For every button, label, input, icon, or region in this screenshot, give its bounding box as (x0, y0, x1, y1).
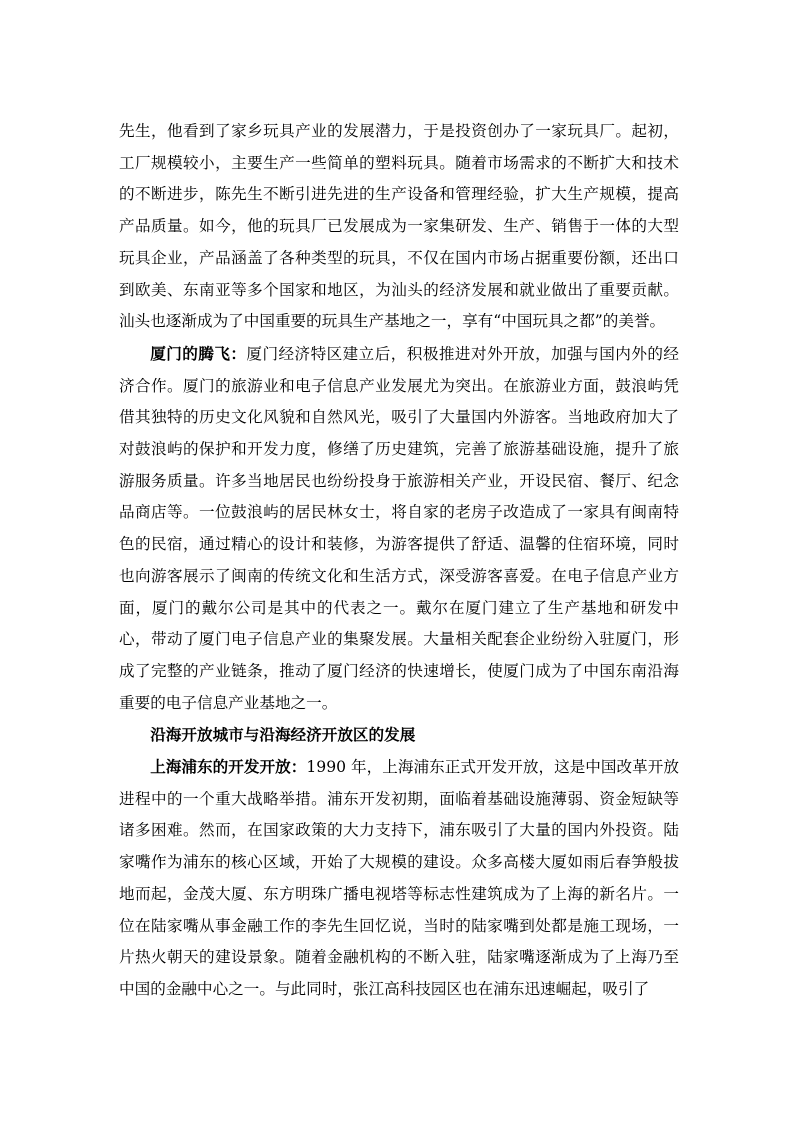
paragraph-xiamen (119, 338, 679, 719)
paragraph-text: 厦门经济特区建立后，积极推进对外开放，加强与国内外的经济合作。厦门的旅游业和电子信息产业发展尤为突出。在旅游业方面，鼓浪屿凭借其独特的历史文化风貌和自然风光，吸引了大量国内外游客。当地政府加大了对鼓浪屿的保护和开发力度，修缮了历史建筑，完善了旅游基础设施，提升了旅游服务质量。许多当地居民也纷纷投身于旅游相关产业，开设民宿、餐厅、纪念品商店等。一位鼓浪屿的居民林女士，将自家的老房子改造成了一家具有闽南特色的民宿，通过精心的设计和装修，为游客提供了舒适、温馨的住宿环境，同时也向游客展示了闽南的传统文化和生活方式，深受游客喜爱。在电子信息产业方面，厦门的戴尔公司是其中的代表之一。戴尔在厦门建立了生产基地和研发中心，带动了厦门电子信息产业的集聚发展。大量相关配套企业纷纷入驻厦门，形成了完整的产业链条，推动了厦门经济的快速增长，使厦门成为了中国东南沿海重要的电子信息产业基地之一。 (119, 344, 679, 712)
paragraph-lead-title: 厦门的腾飞： (150, 343, 247, 363)
paragraph-lead-title: 上海浦东的开发开放： (150, 757, 307, 777)
document-page (119, 116, 679, 1006)
paragraph-text: 先生，他看到了家乡玩具产业的发展潜力，于是投资创办了一家玩具厂。起初，工厂规模较小，主要生产一些简单的塑料玩具。随着市场需求的不断扩大和技术的不断进步，陈先生不断引进先进的生产设备和管理经验，扩大生产规模，提高产品质量。如今，他的玩具厂已发展成为一家集研发、生产、销售于一体的大型玩具企业，产品涵盖了各种类型的玩具，不仅在国内市场占据重要份额，还出口到欧美、东南亚等多个国家和地区，为汕头的经济发展和就业做出了重要贡献。汕头也逐渐成为了中国重要的玩具生产基地之一，享有“中国玩具之都”的美誉。 (119, 122, 679, 331)
paragraph-text: 1990 年，上海浦东正式开发开放，这是中国改革开放进程中的一个重大战略举措。浦东开发初期，面临着基础设施薄弱、资金短缺等诸多困难。然而，在国家政策的大力支持下，浦东吸引了大量的国内外投资。陆家嘴作为浦东的核心区域，开始了大规模的建设。众多高楼大厦如雨后春笋般拔地而起，金茂大厦、东方明珠广播电视塔等标志性建筑成为了上海的新名片。一位在陆家嘴从事金融工作的李先生回忆说，当时的陆家嘴到处都是施工现场，一片热火朝天的建设景象。随着金融机构的不断入驻，陆家嘴逐渐成为了上海乃至中国的金融中心之一。与此同时，张江高科技园区也在浦东迅速崛起，吸引了 (119, 758, 679, 998)
paragraph-shantou-toys (119, 116, 679, 338)
section-heading: 沿海开放城市与沿海经济开放区的发展 (150, 725, 416, 745)
paragraph-pudong (119, 751, 679, 1006)
